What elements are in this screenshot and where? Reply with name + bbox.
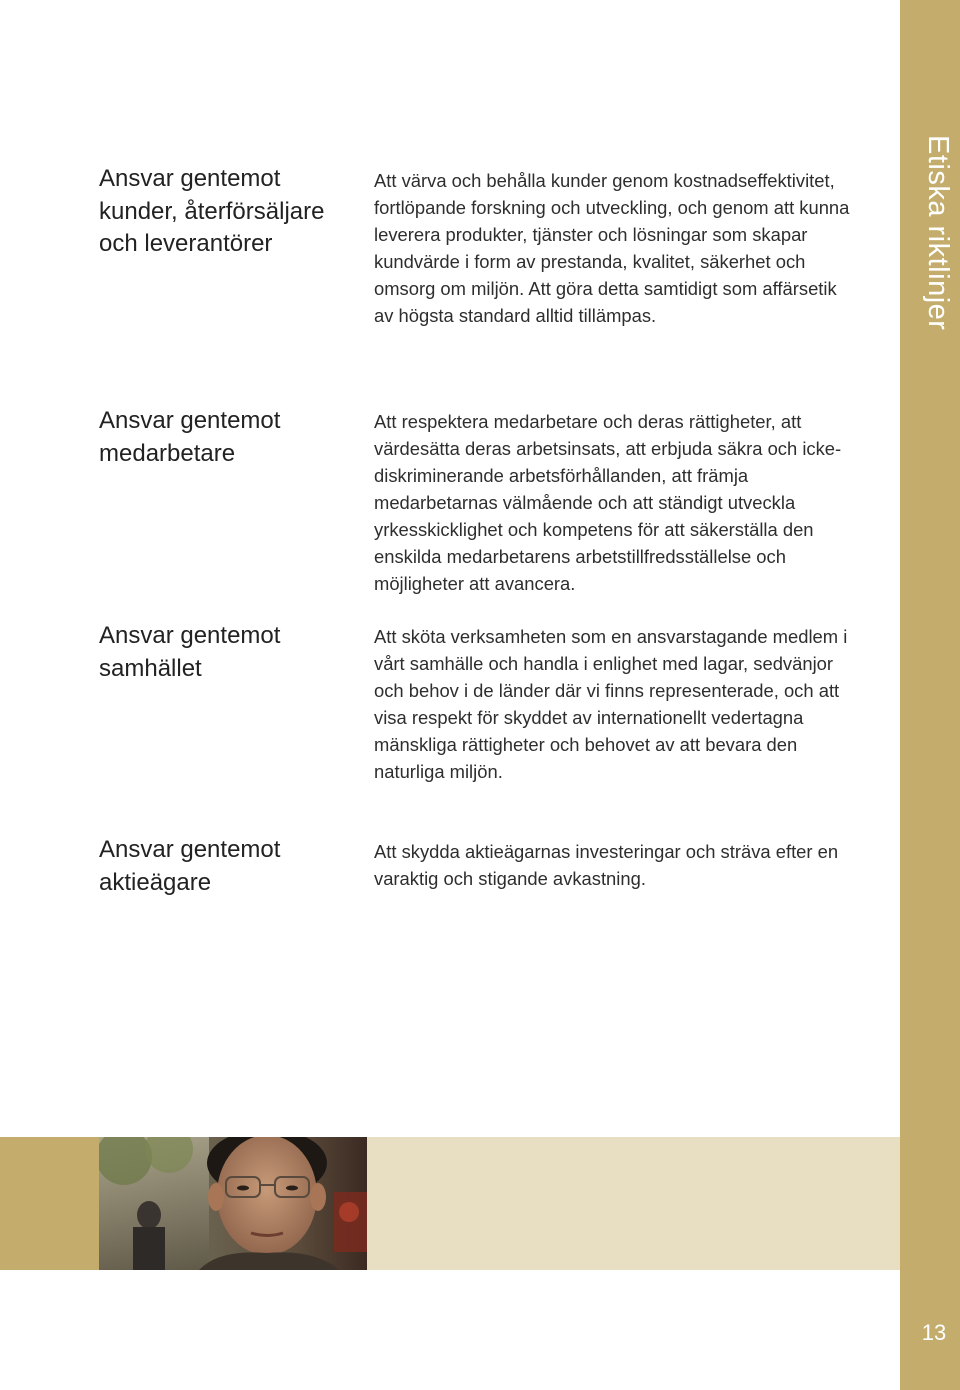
text-shareholders: Att skydda aktieägarnas investeringar och sträva efter en varaktig och stigande avkastning.	[374, 841, 839, 889]
heading-employees: Ansvar gentemot medarbetare	[99, 407, 281, 467]
text-society: Att sköta verksamheten som en ansvarstagande medlem i vårt samhälle och handla i enlighet med lagar, sedvänjor och behov i de länder där vi finns representerade, och att visa respekt för skyddet av internationellt vedertagna mänskliga rättigheter och behovet av att bevara den naturliga miljön.	[374, 626, 848, 782]
chapter-title: Etiska riktlinjer	[922, 135, 954, 331]
text-employees: Att respektera medarbetare och deras rättigheter, att värdesätta deras arbetsinsats, att erbjuda säkra och icke-diskriminerande arbetsförhållanden, att främja medarbetarnas välmående och att ständigt utveckla yrkesskicklighet och kompetens för att säkerställa den enskilda medarbetarens arbetstillfredsställelse och möjligheter att avancera.	[374, 411, 842, 594]
heading-customers: Ansvar gentemot kunder, återförsäljare och leverantörer	[99, 165, 325, 257]
portrait-photo	[99, 1137, 367, 1270]
photo-band-left	[0, 1137, 99, 1270]
heading-shareholders: Ansvar gentemot aktieägare	[99, 836, 281, 896]
text-customers: Att värva och behålla kunder genom kostnadseffektivitet, fortlöpande forskning och utveckling, och genom att kunna leverera produkter, tjänster och lösningar som skapar kundvärde i form av prestanda, kvalitet, säkerhet och omsorg om miljön. Att göra detta samtidigt som affärsetik av högsta standard alltid tillämpas.	[374, 170, 850, 326]
photo-band-right	[367, 1137, 900, 1270]
heading-society: Ansvar gentemot samhället	[99, 622, 281, 682]
page-number: 13	[921, 1320, 947, 1345]
